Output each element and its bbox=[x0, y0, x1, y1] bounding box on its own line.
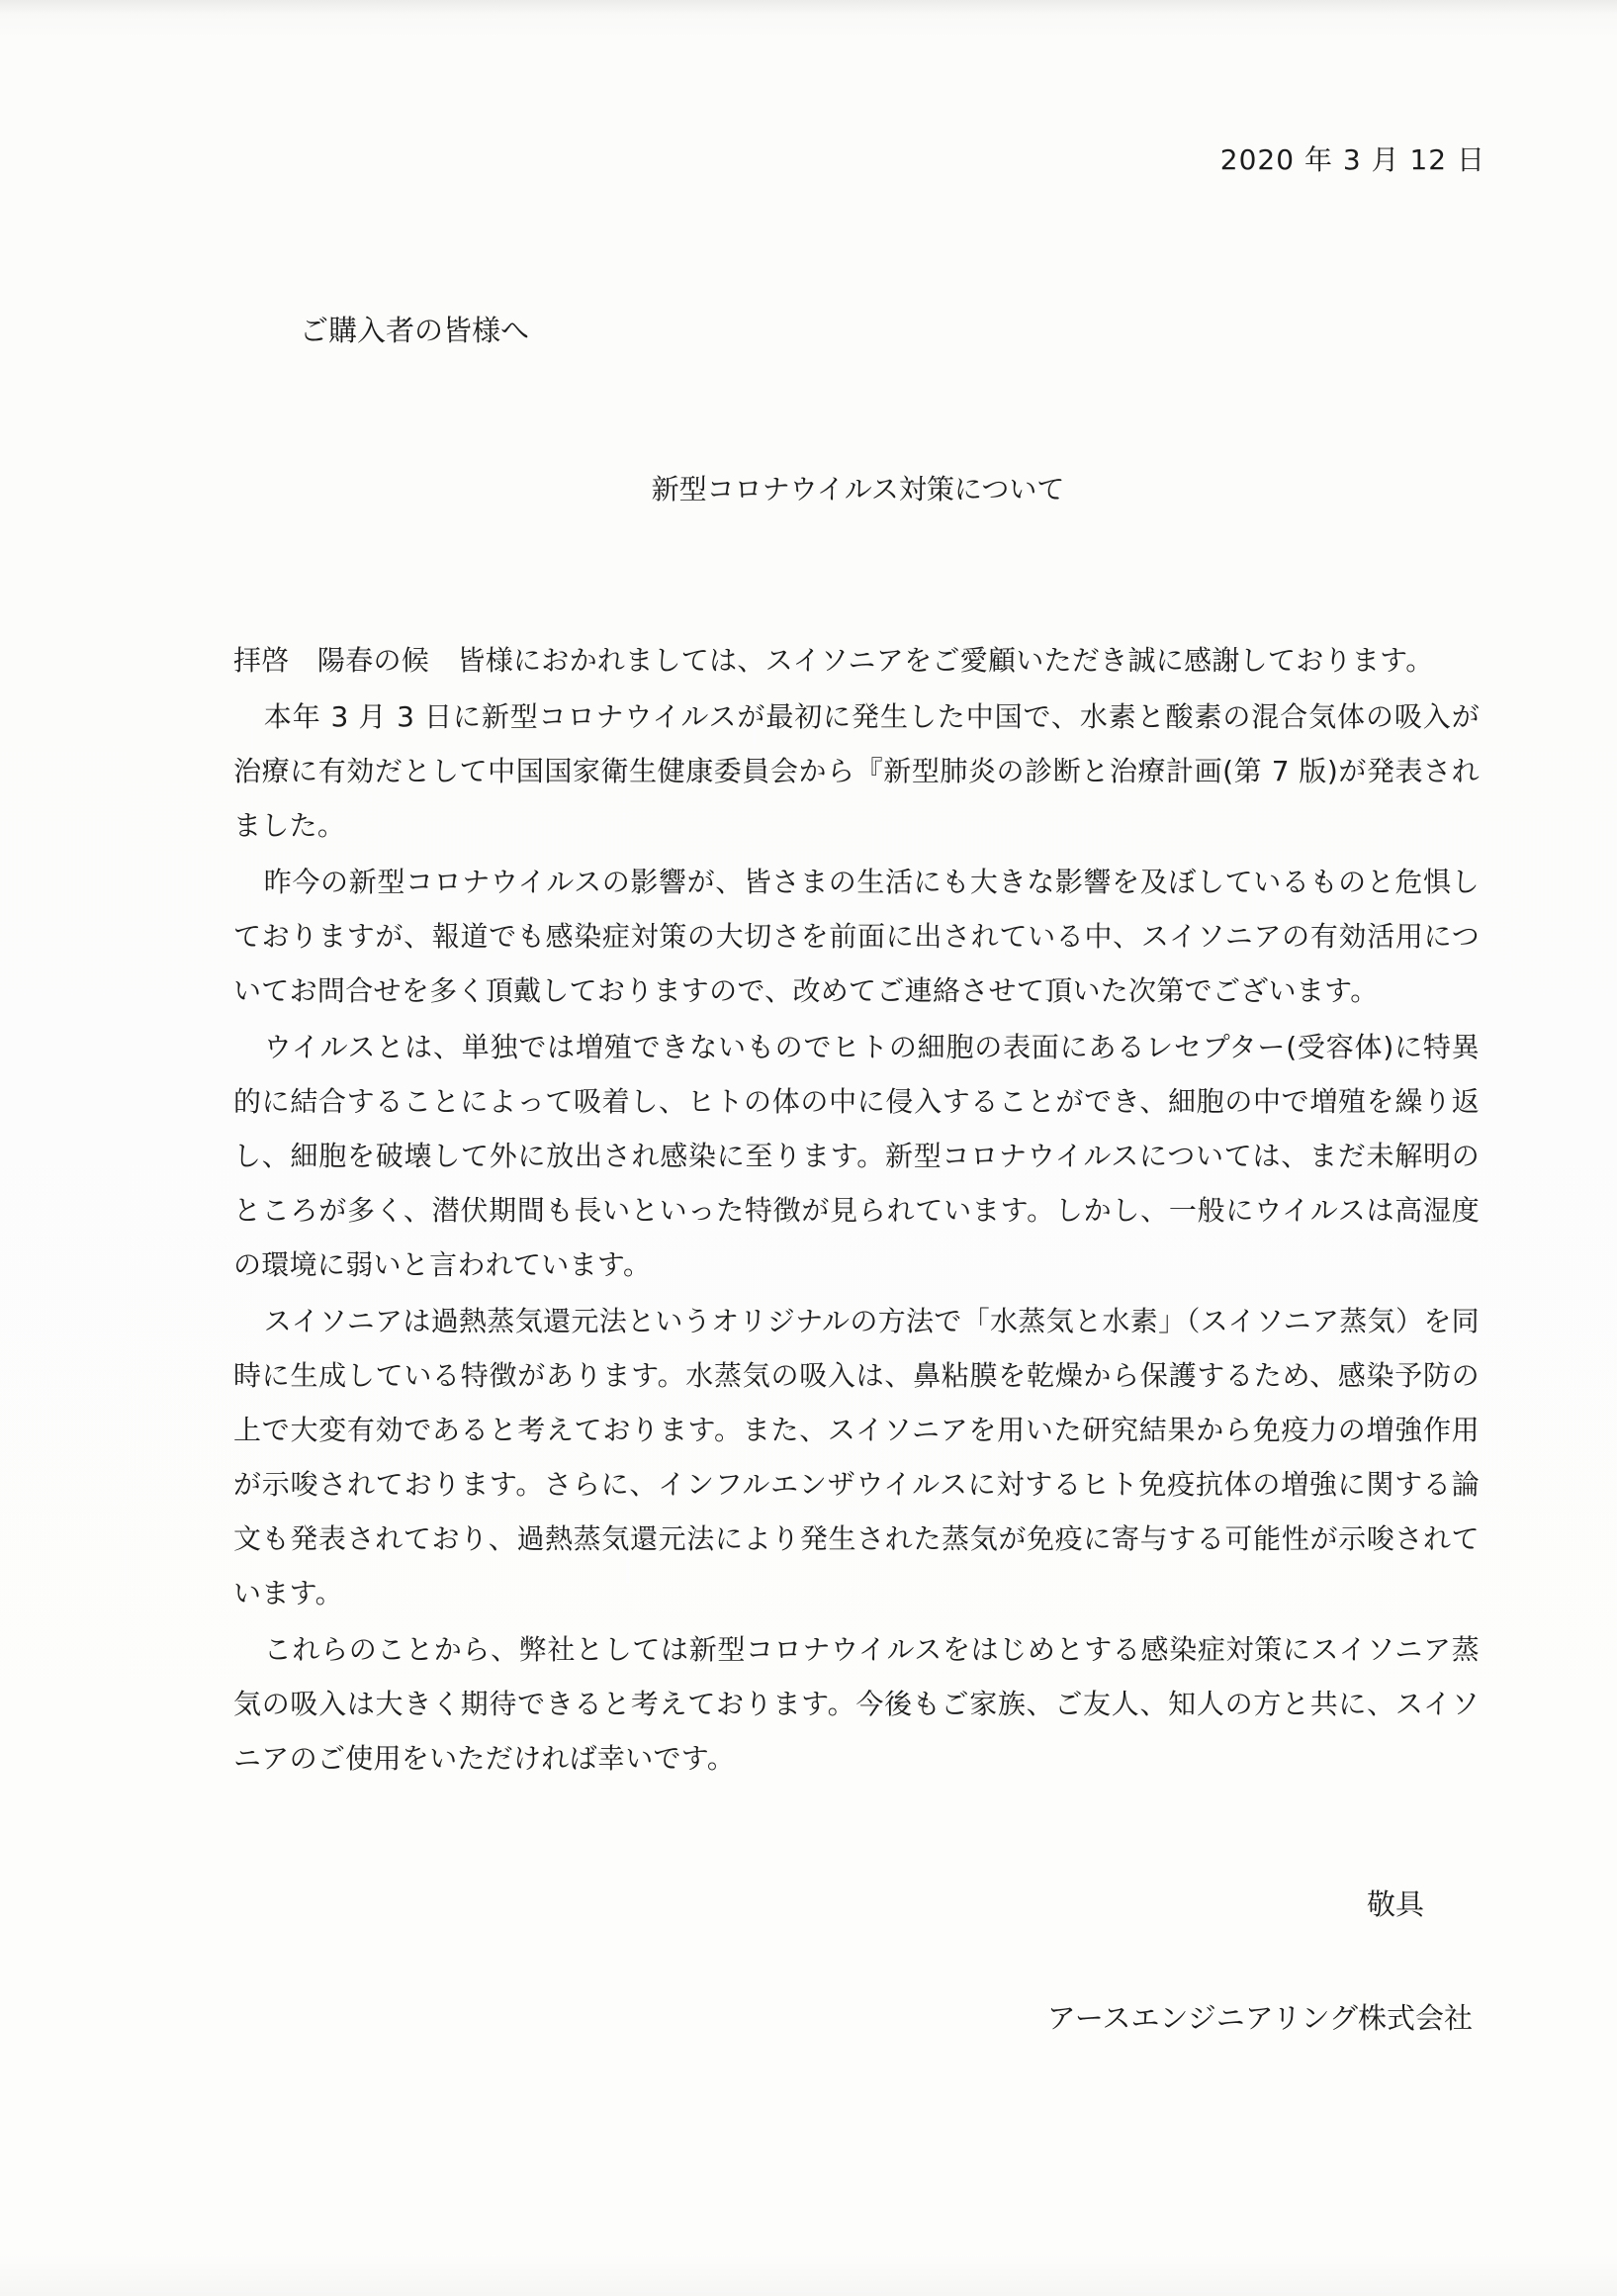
paragraph-virus-explanation: ウイルスとは、単独では増殖できないものでヒトの細胞の表面にあるレセプター(受容体)に特異的に結合することによって吸着し、ヒトの体の中に侵入することができ、細胞の中で増殖を繰り返し、細胞を破壊して外に放出され感染に至ります。新型コロナウイルスについては、まだ未解明のところが多く、潜伏期間も長いといった特徴が見られています。しかし、一般にウイルスは高湿度の環境に弱いと言われています。 bbox=[233, 1031, 1480, 1281]
scan-edge-shadow bbox=[0, 0, 1617, 14]
paragraph-conclusion: これらのことから、弊社としては新型コロナウイルスをはじめとする感染症対策にスイソニア蒸気の吸入は大きく期待できると考えております。今後もご家族、ご友人、知人の方と共に、スイソニアのご使用をいただければ幸いです。 bbox=[233, 1633, 1480, 1775]
paragraph-product-features: スイソニアは過熱蒸気還元法というオリジナルの方法で「水蒸気と水素」（スイソニア蒸気）を同時に生成している特徴があります。水蒸気の吸入は、鼻粘膜を乾燥から保護するため、感染予防の上で大変有効であると考えております。また、スイソニアを用いた研究結果から免疫力の増強作用が示唆されております。さらに、インフルエンザウイルスに対するヒト免疫抗体の増強に関する論文も発表されており、過熱蒸気還元法により発生された蒸気が免疫に寄与する可能性が示唆されています。 bbox=[233, 1305, 1480, 1609]
letter-closing: 敬具 bbox=[1366, 1887, 1424, 1921]
letter-date: 2020 年 3 月 12 日 bbox=[1219, 143, 1485, 176]
company-name: アースエンジニアリング株式会社 bbox=[1046, 2001, 1473, 2035]
paragraph-inquiries: 昨今の新型コロナウイルスの影響が、皆さまの生活にも大きな影響を及ぼしているものと危惧しておりますが、報道でも感染症対策の大切さを前面に出されている中、スイソニアの有効活用についてお問合せを多く頂戴しておりますので、改めてご連絡させて頂いた次第でございます。 bbox=[233, 866, 1480, 1007]
letter-addressee: ご購入者の皆様へ bbox=[300, 314, 530, 347]
letter-subject: 新型コロナウイルス対策について bbox=[651, 473, 1065, 505]
letter-body bbox=[233, 633, 1480, 1788]
paragraph-greeting: 拝啓 陽春の候 皆様におかれましては、スイソニアをご愛顧いただき誠に感謝しております。 bbox=[233, 644, 1434, 677]
paragraph-announcement: 本年 3 月 3 日に新型コロナウイルスが最初に発生した中国で、水素と酸素の混合気体の吸入が治療に有効だとして中国国家衛生健康委員会から『新型肺炎の診断と治療計画(第 7 版)が発表されました。 bbox=[233, 700, 1480, 842]
